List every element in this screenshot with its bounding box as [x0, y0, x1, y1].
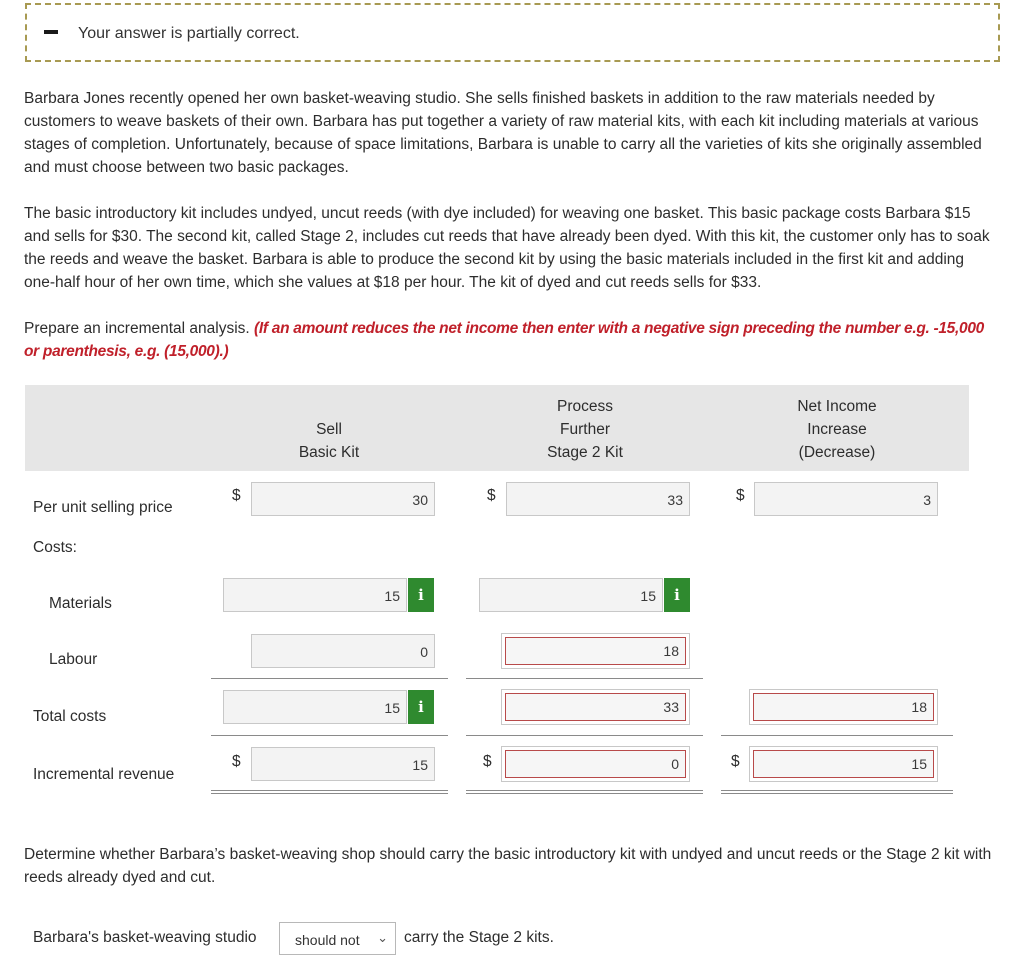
total-double-rule [211, 790, 448, 794]
row-label-materials: Materials [49, 595, 112, 612]
currency-sign: $ [483, 753, 492, 770]
currency-sign: $ [487, 487, 496, 504]
net-selling-price-input[interactable]: 3 [754, 482, 938, 516]
partial-correct-icon [44, 30, 58, 34]
row-label-labour: Labour [49, 651, 98, 668]
total-double-rule [466, 790, 703, 794]
sell-selling-price-input[interactable]: 30 [251, 482, 435, 516]
info-icon[interactable]: i [664, 578, 690, 612]
instruction [24, 317, 994, 363]
sell-incremental-revenue-input[interactable]: 15 [251, 747, 435, 781]
chevron-down-icon: ⌄ [377, 930, 388, 945]
header-sell-basic-kit: Sell Basic Kit [298, 421, 360, 461]
sell-labour-input[interactable]: 0 [251, 634, 435, 668]
sum-rule [466, 735, 703, 736]
problem-paragraph-2: The basic introductory kit includes undyed, uncut reeds (with dye included) for weaving one basket. This basic package costs Barbara $15 and sells for $30. The second kit, called Stage 2, includes cut reeds that have already been dyed. With this kit, the customer only has to soak the reeds and weave the basket. Barbara is able to produce the second kit by using the basic materials included in the first kit and adding one-half hour of her own time, which she values at $18 per hour. The kit of dyed and cut reeds sells for $33. [24, 205, 990, 291]
question-text: Determine whether Barbara’s basket-weaving shop should carry the basic introductory kit with undyed and uncut reeds or the Stage 2 kit with reeds already dyed and cut. [24, 846, 992, 886]
process-labour-input[interactable]: 18 [501, 633, 690, 669]
decision-select[interactable] [279, 922, 396, 955]
process-total-costs-input[interactable]: 33 [501, 689, 690, 725]
net-total-costs-input[interactable]: 18 [749, 689, 938, 725]
header-net-income: Net Income Increase (Decrease) [797, 398, 877, 461]
row-label-total-costs: Total costs [33, 708, 107, 725]
instruction-text: Prepare an incremental analysis. [24, 320, 250, 337]
decision-selected-value: should not [295, 932, 360, 948]
process-selling-price-input[interactable]: 33 [506, 482, 690, 516]
row-label-selling-price: Per unit selling price [33, 499, 173, 516]
process-incremental-revenue-input[interactable]: 0 [501, 746, 690, 782]
row-label-incremental-revenue: Incremental revenue [33, 766, 175, 783]
answer-prefix: Barbara's basket-weaving studio [33, 929, 257, 946]
sell-total-costs-input[interactable]: 15 [223, 690, 407, 724]
feedback-message: Your answer is partially correct. [78, 25, 300, 42]
currency-sign: $ [736, 487, 745, 504]
currency-sign: $ [232, 753, 241, 770]
problem-paragraph-1: Barbara Jones recently opened her own basket-weaving studio. She sells finished baskets in addition to the raw materials needed by customers to weave baskets of their own. Barbara has put together a variety of raw material kits, with each kit including materials at various stages of completion. Unfortunately, because of space limitations, Barbara is unable to carry all the varieties of kits she originally assembled and must choose between two basic packages. [24, 90, 982, 176]
instruction-note: (If an amount reduces the net income then enter with a negative sign preceding the number e.g. -15,000 or parenthesis, e.g. (15,000).) [24, 320, 984, 360]
feedback-banner [25, 3, 1000, 62]
row-label-costs: Costs: [33, 539, 77, 556]
info-icon[interactable]: i [408, 578, 434, 612]
sum-rule [721, 735, 953, 736]
answer-suffix: carry the Stage 2 kits. [404, 929, 554, 946]
sum-rule [211, 678, 448, 679]
currency-sign: $ [232, 487, 241, 504]
process-materials-input[interactable]: 15 [479, 578, 663, 612]
sum-rule [211, 735, 448, 736]
info-icon[interactable]: i [408, 690, 434, 724]
sum-rule [466, 678, 703, 679]
total-double-rule [721, 790, 953, 794]
header-process-further: Process Further Stage 2 Kit [547, 398, 623, 461]
currency-sign: $ [731, 753, 740, 770]
net-incremental-revenue-input[interactable]: 15 [749, 746, 938, 782]
sell-materials-input[interactable]: 15 [223, 578, 407, 612]
